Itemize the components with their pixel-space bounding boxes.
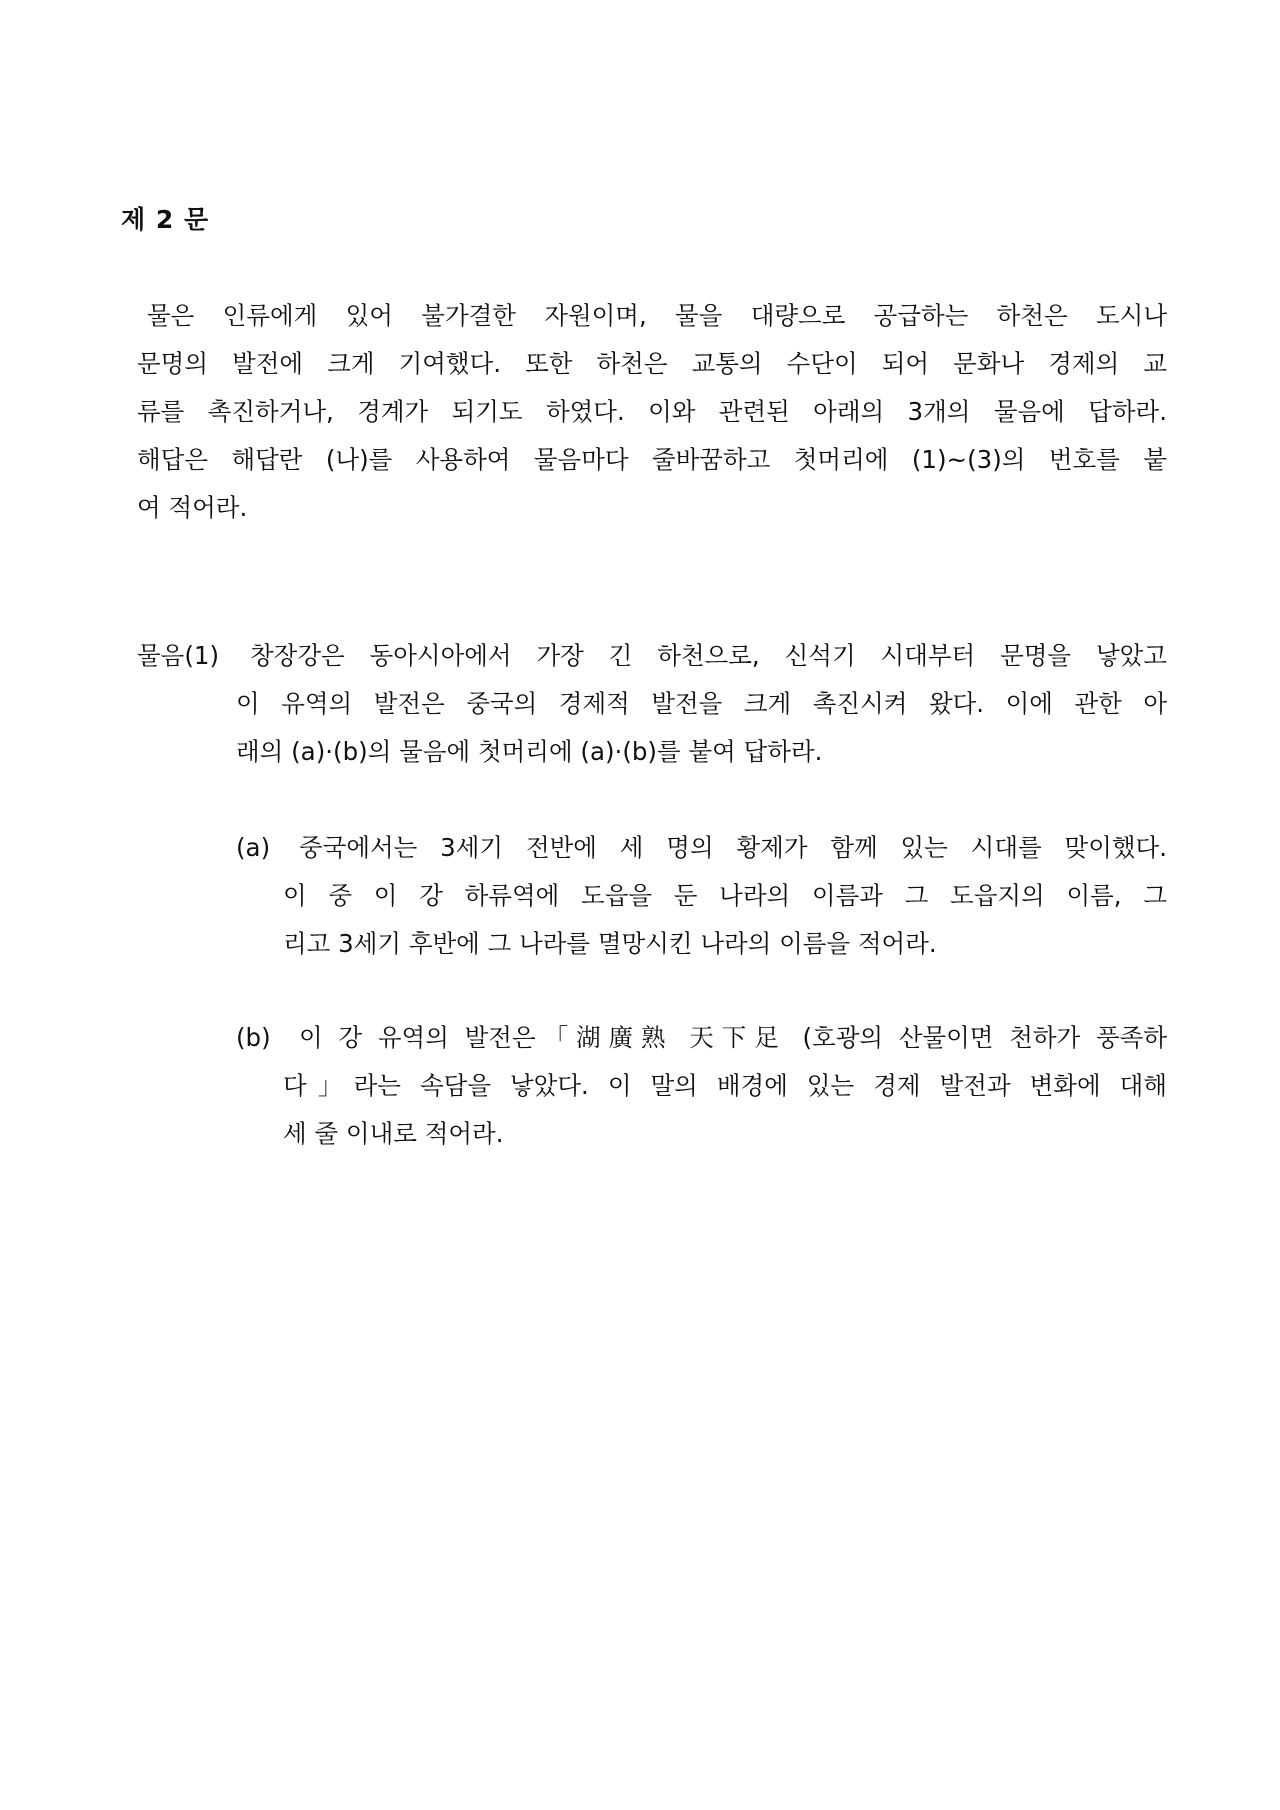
subquestion-b-line: 이 강 유역의 발전은「湖廣熟 天下足 (호광의 산물이면 천하가 풍족하 [299, 1023, 1167, 1052]
question1-text [236, 632, 1167, 776]
subquestion-a-line: 이 중 이 강 하류역에 도읍을 둔 나라의 이름과 그 도읍지의 이름, 그 [283, 881, 1167, 910]
intro-paragraph [137, 292, 1167, 532]
question1-line: 래의 (a)·(b)의 물음에 첫머리에 (a)·(b)를 붙여 답하라. [236, 737, 823, 766]
subquestion-b [236, 1014, 1167, 1158]
question1-label: 물음(1) [137, 641, 220, 670]
intro-line: 여 적어라. [137, 493, 248, 522]
intro-line: 문명의 발전에 크게 기여했다. 또한 하천은 교통의 수단이 되어 문화나 경제의 교 [137, 349, 1167, 378]
question1-line: 창장강은 동아시아에서 가장 긴 하천으로, 신석기 시대부터 문명을 낳았고 [250, 641, 1167, 670]
intro-line: 류를 촉진하거나, 경계가 되기도 하였다. 이와 관련된 아래의 3개의 물음에 답하라. [137, 397, 1167, 426]
subquestion-b-label: (b) [236, 1023, 271, 1052]
question1-line: 이 유역의 발전은 중국의 경제적 발전을 크게 촉진시켜 왔다. 이에 관한 아 [236, 689, 1167, 718]
subquestion-b-line: 다」라는 속담을 낳았다. 이 말의 배경에 있는 경제 발전과 변화에 대해 [283, 1071, 1167, 1100]
question-heading: 제 2 문 [121, 205, 210, 234]
subquestion-a [236, 824, 1167, 968]
subquestion-b-line: 세 줄 이내로 적어라. [283, 1119, 504, 1148]
intro-line: 물은 인류에게 있어 불가결한 자원이며, 물을 대량으로 공급하는 하천은 도시나 [147, 301, 1167, 330]
subquestion-a-line: 리고 3세기 후반에 그 나라를 멸망시킨 나라의 이름을 적어라. [283, 929, 937, 958]
subquestion-a-line: 중국에서는 3세기 전반에 세 명의 황제가 함께 있는 시대를 맞이했다. [299, 833, 1167, 862]
subquestion-a-label: (a) [236, 833, 271, 862]
intro-line: 해답은 해답란 (나)를 사용하여 물음마다 줄바꿈하고 첫머리에 (1)~(3)의 번호를 붙 [137, 445, 1167, 474]
